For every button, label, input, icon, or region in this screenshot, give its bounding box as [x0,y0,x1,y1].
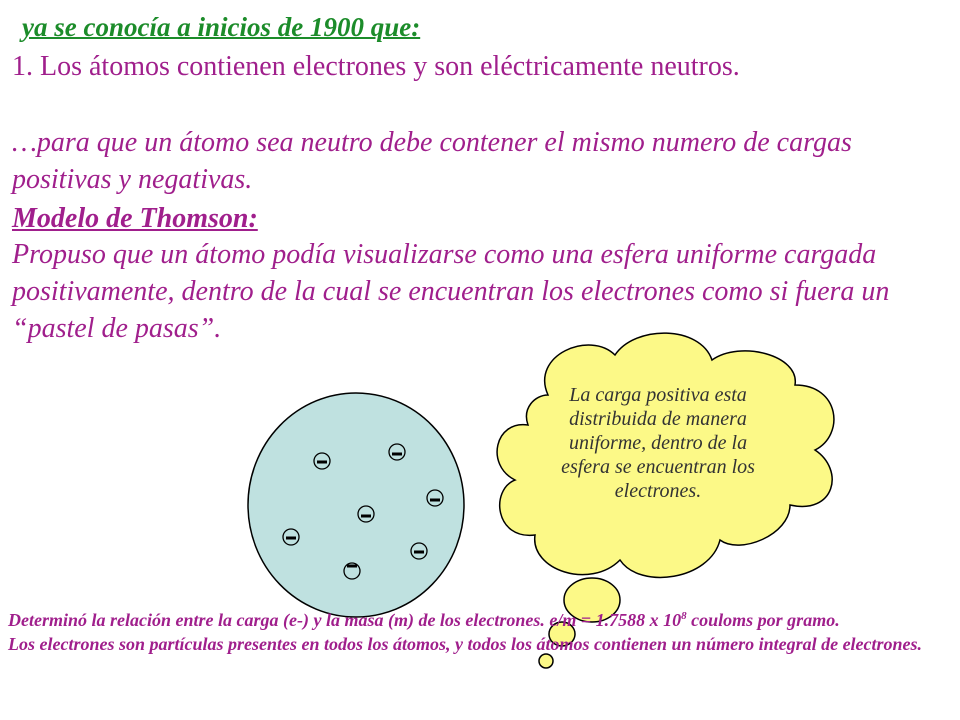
units-text: couloms por gramo. [686,610,840,630]
point-one-text: 1. Los átomos contienen electrones y son eléctricamente neutros. [12,51,740,82]
exponent-eight: 8 [681,610,687,622]
electrons-integral-text: Los electrones son partículas presentes en todos los átomos, y todos los átomos contienen un número integral de electrones. [8,634,923,654]
charge-mass-ratio-text: Determinó la relación entre la carga (e-) y la masa (m) de los electrones. e/m = 1.7588 x 10 [8,610,682,630]
heading-known-facts: ya se conocía a inicios de 1900 que: [22,12,421,42]
thomson-model-paragraph: Propuso que un átomo podía visualizarse como una esfera uniforme cargada positivamente, dentro de la cual se encuentran los electrones como si fuera un “pastel de pasas”. [12,239,890,344]
thomson-model-title: Modelo de Thomson: [12,203,258,234]
neutral-atom-paragraph: …para que un átomo sea neutro debe contener el mismo numero de cargas positivas y negativas. [12,127,852,195]
cloud-callout-text: La carga positiva esta distribuida de manera uniforme, dentro de la esfera se encuentran los electrones. [561,384,755,502]
bottom-notes [8,608,953,656]
